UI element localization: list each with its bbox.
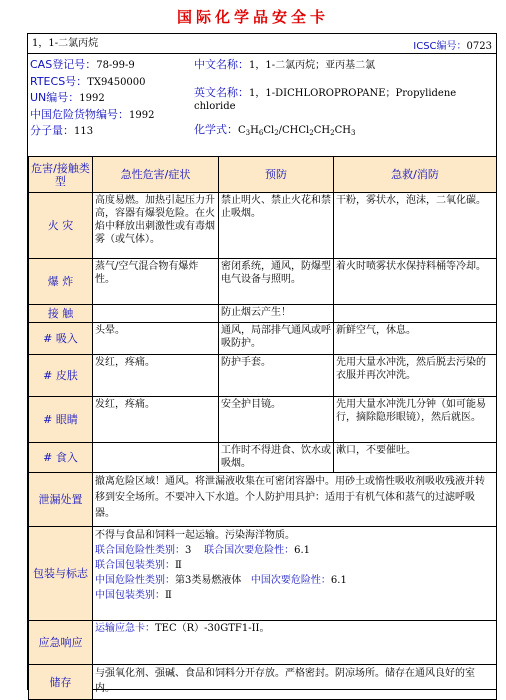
page-title: 国际化学品安全卡 (176, 8, 329, 26)
row-aid: 新鲜空气，休息。 (334, 323, 497, 355)
cn-name-label: 中文名称： (194, 58, 249, 71)
row-type: # 吸入 (29, 323, 93, 355)
emergency-row (29, 621, 497, 665)
un-label: UN编号： (30, 91, 80, 104)
row-prevention: 工作时不得进食、饮水或吸烟。 (219, 443, 334, 473)
en-name-row (194, 86, 492, 113)
table-row (29, 355, 497, 397)
row-type: 爆 炸 (29, 259, 93, 305)
table-row (29, 443, 497, 473)
row-aid (334, 305, 497, 323)
row-hazard (93, 305, 219, 323)
table-row (29, 259, 497, 305)
cn-label: 中国危险货物编号： (30, 107, 129, 121)
row-hazard: 发红，疼痛。 (93, 397, 219, 443)
formula-label: 化学式： (194, 123, 238, 136)
row-type: 火 灾 (29, 193, 93, 259)
row-prevention: 安全护目镜。 (219, 397, 334, 443)
icsc-value: 0723 (466, 41, 492, 52)
cn-row (30, 107, 190, 124)
un-row (30, 90, 190, 107)
row-aid: 干粉，雾状水，泡沫，二氧化碳。 (334, 193, 497, 259)
row-prevention: 密闭系统，通风，防爆型电气设备与照明。 (219, 259, 334, 305)
cn-name-row (194, 57, 492, 73)
table-header-row (29, 157, 497, 193)
storage-row (29, 665, 497, 700)
mw-value: 113 (74, 126, 94, 137)
row-type: # 眼睛 (29, 397, 93, 443)
row-prevention: 防护手套。 (219, 355, 334, 397)
row-aid: 先用大量水冲洗，然后脱去污染的衣服并再次冲洗。 (334, 355, 497, 397)
formula-value: $C_3H_6Cl_2/CHCl_2CH_2CH_3$ (238, 125, 356, 137)
row-aid: 着火时喷雾状水保持料桶等冷却。 (334, 259, 497, 305)
safety-card (27, 33, 497, 694)
col-header-prevention: 预防 (219, 157, 334, 193)
row-hazard (93, 443, 219, 473)
packaging-text (93, 527, 497, 621)
identifiers-block (28, 54, 496, 156)
packaging-label: 包装与标志 (29, 527, 93, 621)
row-hazard: 头晕。 (93, 323, 219, 355)
row-type: 接 触 (29, 305, 93, 323)
packaging-row (29, 527, 497, 621)
row-hazard: 蒸气/空气混合物有爆炸性。 (93, 259, 219, 305)
packaging-note: 不得与食品和饲料一起运输。污染海洋物质。 (95, 530, 295, 541)
packaging-un-group: 联合国包装类别：Ⅱ (95, 560, 182, 571)
packaging-cn-group: 中国包装类别：Ⅱ (95, 590, 172, 601)
table-row (29, 193, 497, 259)
spill-label: 泄漏处置 (29, 473, 93, 527)
row-type: # 皮肤 (29, 355, 93, 397)
mw-label: 分子量： (30, 124, 74, 137)
identifiers-right (194, 57, 492, 138)
packaging-un-class: 联合国危险性类别：3 联合国次要危险性：6.1 (95, 545, 310, 556)
row-aid: 漱口，不要催吐。 (334, 443, 497, 473)
col-header-type: 危害/接触类型 (29, 157, 93, 193)
cas-value: 78-99-9 (96, 60, 135, 71)
cn-value: 1992 (129, 109, 155, 121)
table-row (29, 323, 497, 355)
spill-row (29, 473, 497, 527)
table-row (29, 305, 497, 323)
row-type: # 食入 (29, 443, 93, 473)
row-hazard: 高度易燃。加热引起压力升高，容器有爆裂危险。在火焰中释放出刺激性或有毒烟雾（或气体）。 (93, 193, 219, 259)
storage-label: 储存 (29, 665, 93, 700)
storage-text: 与强氧化剂、强碱、食品和饲料分开存放。严格密封。阴凉场所。储存在通风良好的室内。 (93, 665, 497, 700)
col-header-hazard: 急性危害/症状 (93, 157, 219, 193)
rtecs-value: TX9450000 (87, 76, 146, 88)
cn-name-value: 1，1-二氯丙烷；亚丙基二氯 (249, 60, 376, 71)
un-value: 1992 (79, 93, 105, 104)
rtecs-label: RTECS号： (30, 74, 88, 88)
identifiers-left (30, 57, 190, 140)
row-prevention: 通风，局部排气通风或呼吸防护。 (219, 323, 334, 355)
row-prevention: 防止烟云产生！ (219, 305, 334, 323)
hazard-table (28, 156, 497, 700)
emergency-label: 应急响应 (29, 621, 93, 665)
icsc-number (413, 37, 492, 52)
row-aid: 先用大量水冲洗几分钟（如可能易行，摘除隐形眼镜），然后就医。 (334, 397, 497, 443)
mw-row (30, 123, 190, 140)
cas-label: CAS登记号： (30, 58, 97, 71)
emergency-text: 运输应急卡：TEC（R）-30GTF1-II。 (93, 621, 497, 665)
card-header (28, 34, 496, 54)
spill-text: 撤离危险区域！通风。将泄漏液收集在可密闭容器中。用砂土或惰性吸收剂吸收残液并转移到安全场所。不要冲入下水道。个人防护用具护：适用于有机气体和蒸气的过滤呼吸器。 (93, 473, 497, 527)
icsc-label: ICSC编号： (413, 41, 467, 52)
row-hazard: 发红，疼痛。 (93, 355, 219, 397)
row-prevention: 禁止明火、禁止火花和禁止吸烟。 (219, 193, 334, 259)
packaging-cn-class: 中国危险性类别：第3类易燃液体 中国次要危险性：6.1 (95, 575, 347, 586)
table-row (29, 397, 497, 443)
formula-row (194, 122, 492, 138)
rtecs-row (30, 74, 190, 91)
en-name-label: 英文名称： (194, 86, 249, 99)
chemical-name: 1，1-二氯丙烷 (32, 38, 99, 49)
cas-row (30, 57, 190, 74)
en-name-value: 1，1-DICHLOROPROPANE；Propylidene chloride (194, 88, 457, 112)
col-header-aid: 急救/消防 (334, 157, 497, 193)
